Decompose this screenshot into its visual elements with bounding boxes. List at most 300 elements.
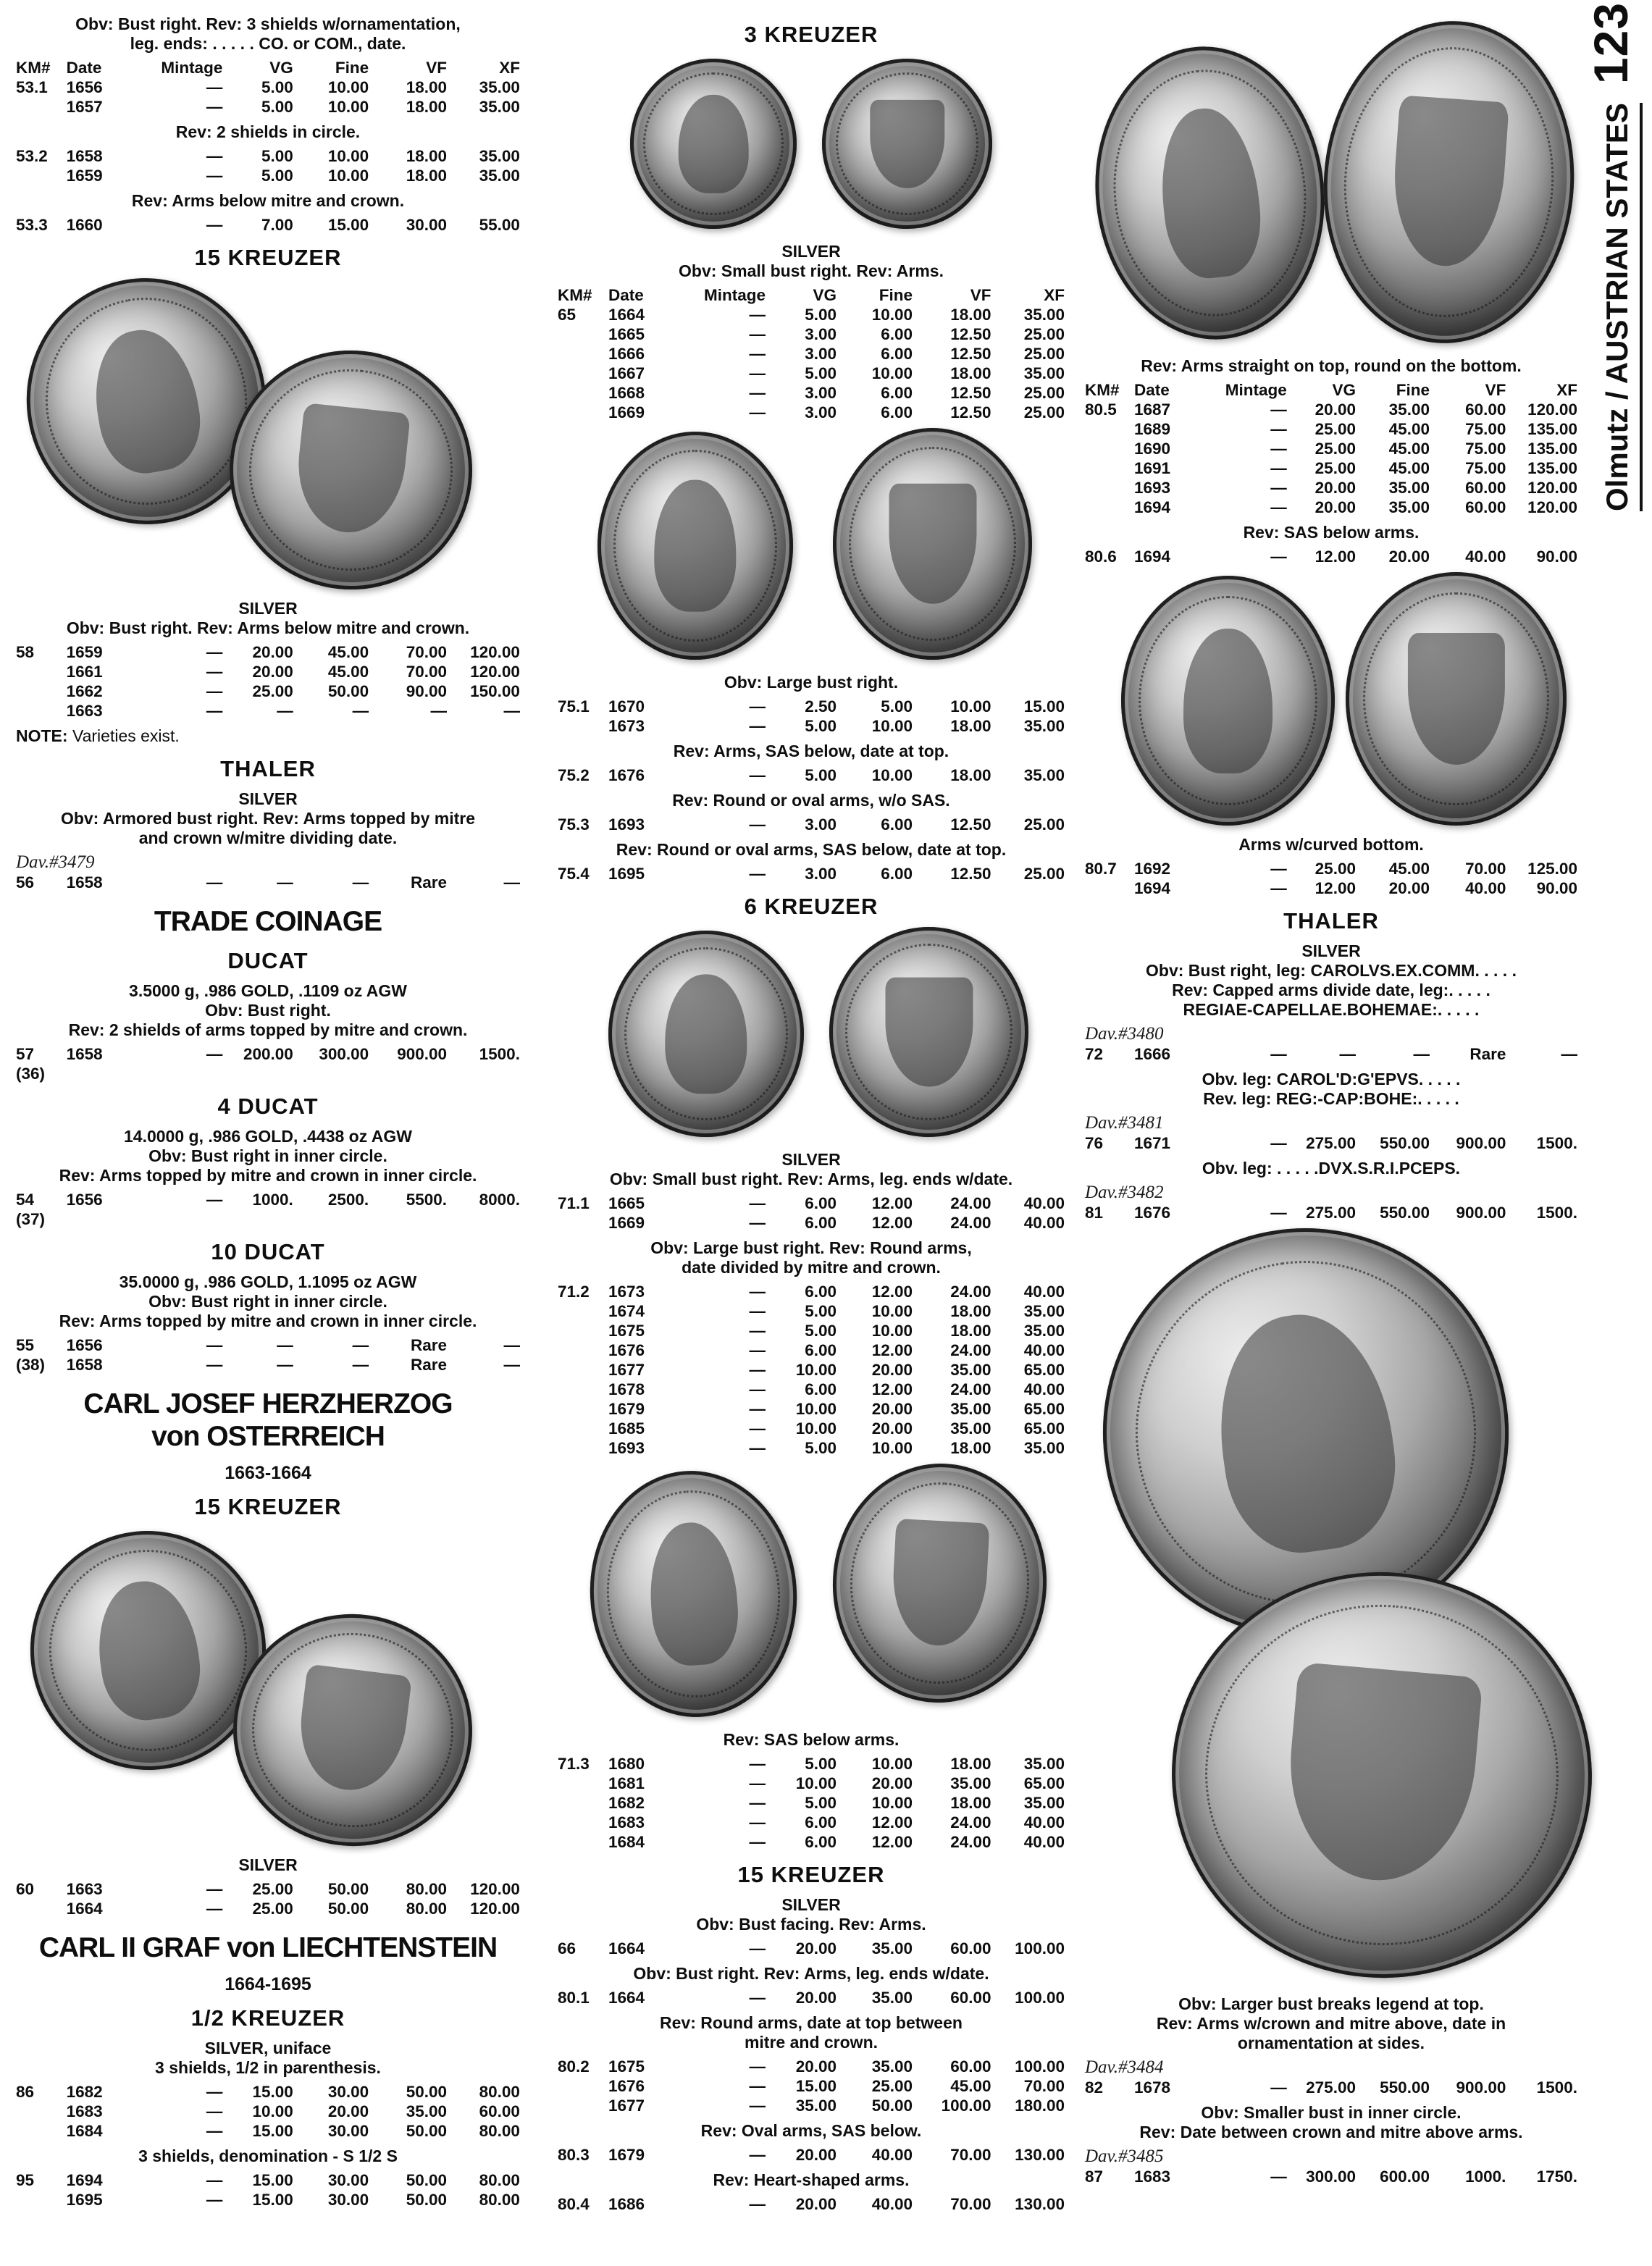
coin-obverse-image [1121,576,1335,826]
price-table-row [1085,1203,1577,1222]
cell-date: 1673 [608,1283,645,1301]
price-table [558,2194,1065,2214]
cell-xf: 8000. [479,1191,520,1209]
price-table-row [16,701,520,721]
price-table [1085,1044,1577,1064]
price-table [558,765,1065,785]
cell-date: 1671 [1134,1134,1171,1152]
cell-mintage: — [206,873,223,891]
section-heading [16,905,520,938]
cell-date: 1676 [608,1341,645,1359]
cell-vf: 60.00 [1465,479,1506,497]
header-mintage: Mintage [703,286,766,304]
cell-vf: 18.00 [950,1794,991,1812]
description [16,1127,520,1186]
price-table-row [1085,2167,1577,2186]
cell-xf: 80.00 [479,2122,520,2140]
price-table [1085,1203,1577,1222]
cell-date: 1689 [1134,420,1171,438]
cell-date: 1691 [1134,459,1171,477]
price-table-row [558,2194,1065,2214]
cell-date: 1693 [1134,479,1171,497]
cell-xf: 120.00 [470,1880,520,1898]
note-text: Varieties exist. [67,726,180,745]
header-date: Date [608,286,644,304]
cell-fine: 12.00 [871,1283,913,1301]
cell-fine: 45.00 [1388,860,1430,878]
cell-vg: 6.00 [805,1214,837,1232]
price-table-row [1085,1044,1577,1064]
price-table-row [16,873,520,892]
davenport-reference: Dav.#3482 [1085,1183,1164,1202]
coin-reverse-image [1313,13,1585,352]
price-table-row [558,1419,1065,1438]
cell-fine: 5.00 [881,697,913,716]
description-line: SILVER [238,1855,298,1874]
cell-km: 80.2 [558,2057,590,2076]
cell-km [558,2096,608,2115]
cell-xf: 180.00 [1015,2097,1065,2115]
description [16,599,520,638]
cell-vf: 35.00 [950,1419,991,1438]
cell-vf: 18.00 [406,147,448,165]
denomination-heading: 15 KREUZER [737,1862,885,1887]
cell-fine: 35.00 [871,1939,913,1957]
description [16,2039,520,2078]
description-line: 3 shields, denomination - S 1/2 S [138,2147,398,2165]
cell-vg: 25.00 [1315,860,1356,878]
cell-mintage: — [749,1813,766,1831]
cell-fine [293,1064,369,1083]
page-number: 123 [1584,1,1638,85]
cell-vf: 900.00 [397,1045,448,1063]
cell-vf: 12.50 [950,345,991,363]
cell-vf: 12.50 [950,865,991,883]
cell-vf: 30.00 [406,216,448,234]
cell-mintage: — [206,2102,223,2120]
sidebar [1583,2,1643,511]
cell-mintage: — [1270,860,1287,878]
cell-mintage: — [206,1191,223,1209]
cell-mintage: — [1270,1134,1287,1152]
description-line: Rev: 2 shields in circle. [175,122,361,141]
cell-vg: 5.00 [261,147,293,165]
cell-xf: 40.00 [1023,1380,1065,1398]
cell-km: (36) [16,1065,46,1083]
cell-date: 1658 [66,1356,103,1374]
coin-photo-figure [1085,572,1577,829]
description-line: Obv: Bust right, leg: CAROLVS.EX.COMM. . . . . [1146,961,1517,980]
cell-fine: 6.00 [881,325,913,343]
price-table [1085,400,1577,517]
price-table-row [558,324,1065,344]
description-line: Obv: Bust right in inner circle. [148,1292,387,1311]
price-table-row [1085,2078,1577,2097]
cell-km: (38) [16,1356,46,1374]
cell-vg: 6.00 [805,1380,837,1398]
price-table-row [16,642,520,662]
column-left [16,12,520,2215]
cell-vf: 35.00 [950,1361,991,1379]
cell-fine: 20.00 [1388,547,1430,566]
cell-vf: 70.00 [406,643,448,661]
cell-vf: Rare [411,1356,448,1374]
cell-date: 1675 [608,1322,645,1340]
cell-xf: — [503,1336,520,1354]
cell-km: 80.7 [1085,860,1117,878]
price-table-row [558,1774,1065,1793]
cell-date: 1664 [66,1900,103,1918]
cell-km: 86 [16,2083,35,2101]
denomination-heading: 6 KREUZER [744,894,879,919]
description-line: Obv: Small bust right. Rev: Arms, leg. ends w/date. [609,1170,1013,1188]
description-line: SILVER, uniface [204,2039,332,2057]
cell-fine: 40.00 [871,2195,913,2213]
description-line: Rev: Round or oval arms, w/o SAS. [672,791,950,810]
price-table-row [558,864,1065,884]
description [16,1855,520,1875]
coin-reverse-image [829,927,1028,1137]
cell-km [558,383,608,403]
cell-mintage: — [206,1045,223,1063]
cell-km [16,2121,67,2141]
price-table [16,1044,520,1083]
cell-vg: 6.00 [805,1194,837,1212]
cell-vg: 275.00 [1306,2078,1356,2097]
description [558,840,1065,860]
price-table-row [1085,400,1577,419]
cell-km: 75.4 [558,865,590,883]
cell-km [1085,458,1134,478]
price-table [558,1193,1065,1233]
cell-vg: — [1339,1045,1356,1063]
cell-xf: 150.00 [470,682,520,700]
cell-mintage: — [749,1774,766,1792]
cell-fine: 10.00 [871,306,913,324]
cell-fine: 20.00 [1388,879,1430,897]
cell-xf: 1500. [479,1045,520,1063]
cell-km [16,166,67,185]
cell-xf: 35.00 [1023,1755,1065,1773]
description-line: Rev: Date between crown and mitre above arms. [1139,2123,1523,2141]
cell-xf: 135.00 [1527,440,1577,458]
cell-date [67,1064,135,1083]
cell-xf: 40.00 [1023,1283,1065,1301]
cell-date: 1683 [1134,2168,1171,2186]
cell-vg: 5.00 [805,364,837,382]
cell-mintage: — [749,364,766,382]
price-table-row [558,2076,1065,2096]
price-table [16,873,520,892]
cell-vg: 15.00 [252,2083,293,2101]
cell-date: 1658 [66,147,103,165]
cell-mintage [135,1209,223,1229]
cell-mintage: — [749,1400,766,1418]
description-line: Rev: Arms topped by mitre and crown in inner circle. [59,1312,477,1330]
price-table-row [16,1335,520,1355]
cell-vf: 900.00 [1456,1134,1506,1152]
cell-fine: 6.00 [881,865,913,883]
cell-mintage: — [749,1439,766,1457]
cell-vg: 15.00 [252,2171,293,2189]
cell-vg: 3.00 [805,345,837,363]
cell-vf: 60.00 [950,1989,991,2007]
cell-mintage: — [749,2097,766,2115]
cell-km [16,1899,67,1918]
cell-mintage: — [206,1336,223,1354]
cell-mintage: — [1270,547,1287,566]
cell-km [558,1793,608,1813]
cell-xf: 35.00 [1023,1439,1065,1457]
cell-mintage: — [749,1322,766,1340]
price-table-row [558,697,1065,716]
cell-date: 1695 [608,865,645,883]
cell-vf: 24.00 [950,1214,991,1232]
cell-date [67,1209,135,1229]
cell-xf: — [503,873,520,891]
price-table [16,1190,520,1229]
cell-mintage: — [749,1794,766,1812]
cell-km: 75.1 [558,697,590,716]
cell-xf: 80.00 [479,2191,520,2209]
price-table [1085,859,1577,898]
cell-date: 1661 [66,663,103,681]
cell-date: 1679 [608,1400,645,1418]
cell-xf: 25.00 [1023,325,1065,343]
denomination-heading: 15 KREUZER [194,1494,342,1519]
coin-photo-figure [558,55,1065,236]
cell-vg: 15.00 [252,2122,293,2140]
cell-vf: 12.50 [950,384,991,402]
cell-fine: 35.00 [871,1989,913,2007]
description-line: Obv: Larger bust breaks legend at top. [1178,1994,1484,2013]
cell-vf: 18.00 [950,364,991,382]
cell-mintage: — [749,1380,766,1398]
cell-fine: 50.00 [327,1880,369,1898]
description-line: leg. ends: . . . . . CO. or COM., date. [130,34,406,53]
cell-km [558,1321,608,1340]
davenport-reference: Dav.#3480 [1085,1024,1164,1044]
description-line: Rev: Heart-shaped arms. [713,2170,910,2189]
coin-reverse-image [1155,1555,1609,1995]
header-date: Date [1134,381,1170,399]
cell-mintage: — [1270,420,1287,438]
description-line: Obv: Bust right in inner circle. [148,1146,387,1165]
cell-vg: 20.00 [1315,400,1356,419]
cell-km [1085,419,1134,439]
cell-fine: 10.00 [871,1302,913,1320]
cell-vf: 90.00 [406,682,448,700]
cell-vg: 3.00 [805,865,837,883]
cell-km [558,1380,608,1399]
cell-fine: 30.00 [327,2083,369,2101]
cell-date: 1677 [608,1361,645,1379]
section-heading [16,1388,520,1453]
coin-reverse-image [833,428,1032,660]
column-right [1085,12,1577,2192]
header-xf: XF [499,59,520,77]
cell-mintage: — [1270,459,1287,477]
description [558,242,1065,281]
cell-fine: 600.00 [1380,2168,1430,2186]
cell-vf: 75.00 [1465,440,1506,458]
davenport-reference: Dav.#3484 [1085,2057,1164,2077]
price-table-row [558,344,1065,364]
cell-date: 1677 [608,2097,645,2115]
cell-date: 1683 [66,2102,103,2120]
cell-vf: 50.00 [406,2122,448,2140]
cell-vg: 20.00 [252,663,293,681]
cell-mintage: — [206,216,223,234]
cell-fine: 10.00 [871,1322,913,1340]
price-table-row [558,1321,1065,1340]
cell-mintage: — [749,1989,766,2007]
cell-mintage: — [1270,479,1287,497]
cell-xf: 90.00 [1536,879,1577,897]
cell-xf: 80.00 [479,2083,520,2101]
cell-fine: 10.00 [871,1794,913,1812]
cell-fine: 10.00 [327,78,369,96]
price-table-row [16,2102,520,2121]
description [558,2121,1065,2141]
cell-vf: Rare [411,873,448,891]
coin-obverse-image [598,432,793,660]
description-line: Rev. leg: REG:-CAP:BOHE:. . . . . [1203,1089,1459,1108]
description [1085,941,1577,1020]
cell-vf: 12.50 [950,325,991,343]
cell-vg: 3.00 [805,403,837,421]
cell-vf: 900.00 [1456,1204,1506,1222]
cell-xf: 65.00 [1023,1361,1065,1379]
price-table-row [558,1213,1065,1233]
cell-date: 1656 [66,1191,103,1209]
cell-mintage: — [749,1194,766,1212]
price-table [16,1879,520,1918]
description-line: date divided by mitre and crown. [682,1258,941,1277]
price-table [1085,2078,1577,2097]
cell-vg: 10.00 [795,1419,837,1438]
cell-vg: 15.00 [252,2191,293,2209]
description-line: REGIAE-CAPELLAE.BOHEMAE:. . . . . [1183,1000,1480,1019]
cell-vf: 10.00 [950,697,991,716]
cell-date: 1659 [66,167,103,185]
price-table-row [16,2121,520,2141]
header-vg: VG [813,286,837,304]
coin-photo-figure [558,428,1065,667]
cell-date: 1680 [608,1755,645,1773]
cell-vf: 18.00 [950,1322,991,1340]
header-vg: VG [1332,381,1356,399]
cell-vg [222,1209,293,1229]
cell-vf: 24.00 [950,1833,991,1851]
cell-mintage: — [206,78,223,96]
cell-vf: 35.00 [950,1400,991,1418]
description [1085,356,1577,376]
price-table-row [1085,878,1577,898]
cell-mintage: — [749,306,766,324]
cell-mintage: — [749,1214,766,1232]
cell-fine: — [352,1356,369,1374]
cell-date: 1676 [608,766,645,784]
cell-vg: 25.00 [1315,420,1356,438]
cell-km [558,1301,608,1321]
cell-vg: 20.00 [795,2057,837,2076]
price-table-row [1085,478,1577,498]
cell-km: 53.2 [16,147,48,165]
cell-date: 1678 [1134,2078,1171,2097]
cell-vg: 3.00 [805,325,837,343]
price-table-row [1085,419,1577,439]
price-table-row [16,1064,520,1083]
description-line: Obv: Smaller bust in inner circle. [1201,2103,1462,2122]
cell-fine: 6.00 [881,384,913,402]
cell-date: 1670 [608,697,645,716]
cell-date: 1685 [608,1419,645,1438]
price-table-row [558,1380,1065,1399]
price-table [558,864,1065,884]
cell-date: 1678 [608,1380,645,1398]
cell-fine: 12.00 [871,1833,913,1851]
price-table [16,642,520,721]
cell-xf: 35.00 [479,98,520,116]
cell-km: 80.5 [1085,400,1117,419]
price-table [1085,2167,1577,2186]
price-table-row [558,2145,1065,2165]
price-table [558,815,1065,834]
cell-vf: 50.00 [406,2171,448,2189]
description-line: ornamentation at sides. [1237,2034,1425,2052]
cell-km: 80.1 [558,1989,590,2007]
header-xf: XF [1556,381,1577,399]
price-table-row [1085,439,1577,458]
coin-reverse-image [827,1459,1053,1708]
cell-fine: 10.00 [871,766,913,784]
davenport-reference: Dav.#3479 [16,852,95,872]
price-table [558,305,1065,422]
cell-vf: 24.00 [950,1194,991,1212]
price-table-row [558,1832,1065,1852]
cell-vg: 12.00 [1315,547,1356,566]
cell-km: 81 [1085,1204,1104,1222]
cell-vg [222,1064,293,1083]
header-mintage: Mintage [1225,381,1287,399]
cell-mintage: — [749,1755,766,1773]
cell-vf: 18.00 [950,717,991,735]
price-table-row [558,383,1065,403]
cell-date: 1657 [66,98,103,116]
cell-fine: 10.00 [871,1755,913,1773]
description-line: SILVER [238,789,298,808]
cell-vg: 20.00 [795,2146,837,2164]
coin-obverse-image [630,59,797,229]
description [16,1272,520,1331]
price-table [558,1282,1065,1458]
cell-vg: 300.00 [1306,2168,1356,2186]
cell-mintage: — [749,325,766,343]
cell-mintage: — [749,766,766,784]
cell-fine: 12.00 [871,1194,913,1212]
price-table-row [558,403,1065,422]
header-km: KM# [16,59,51,77]
cell-km: 76 [1085,1134,1104,1152]
header-vg: VG [269,59,293,77]
cell-vg: — [277,1336,293,1354]
description [16,191,520,211]
description-line: Rev: SAS below arms. [1243,523,1420,542]
cell-km [558,1340,608,1360]
cell-km [1085,878,1134,898]
cell-fine: — [1413,1045,1430,1063]
